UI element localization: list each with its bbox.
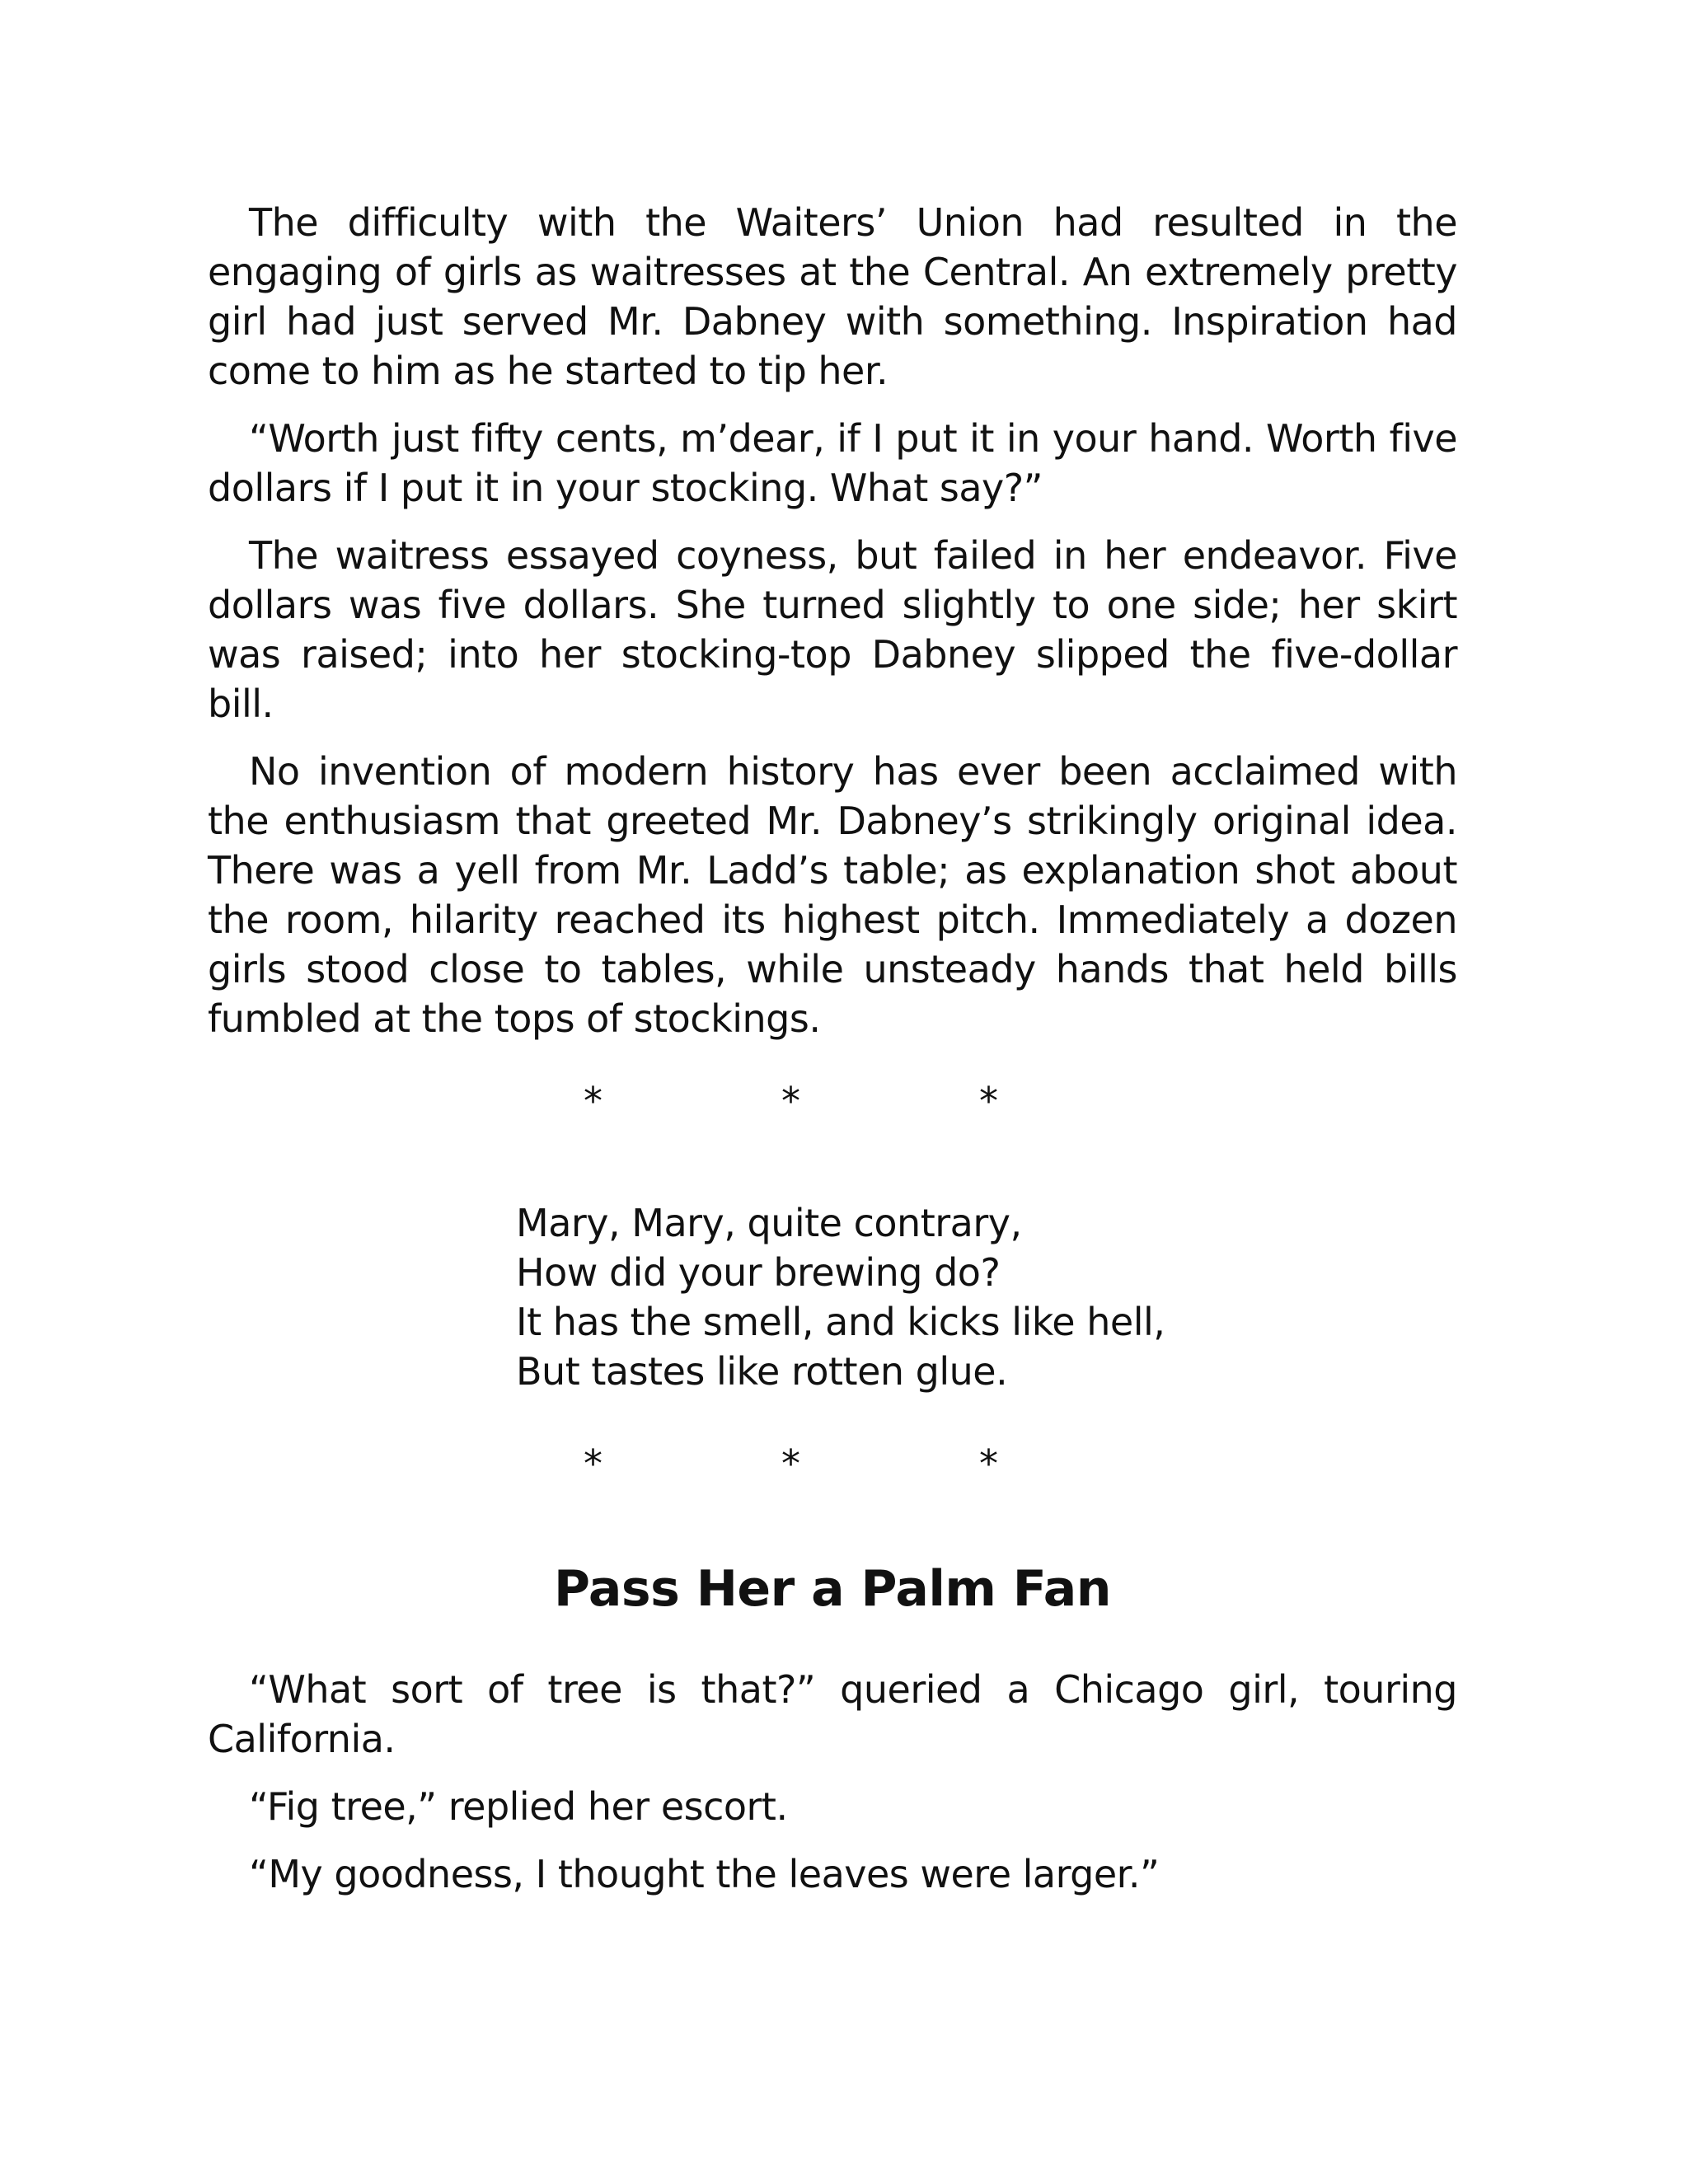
paragraph: The difficulty with the Waiters’ Union had resulted in the engaging of girls as waitresses at the Central. An extremely pretty girl had just served Mr. Dabney with something. Inspiration had come to him as he started to tip her. <box>208 200 1457 393</box>
poem-verse <box>516 1198 1457 1396</box>
separator-asterisk: * <box>979 1441 998 1486</box>
separator-asterisk: * <box>781 1441 800 1486</box>
section-heading: Pass Her a Palm Fan <box>554 1560 1111 1618</box>
paragraph: The waitress essayed coyness, but failed in her endeavor. Five dollars was five dollars. She turned slightly to one side; her skirt was raised; into her stocking-top Dabney slipped the five-dollar bill. <box>208 533 1457 726</box>
document-page <box>208 198 1457 1917</box>
separator-asterisk: * <box>584 1079 603 1123</box>
poem-line: But tastes like rotten glue. <box>516 1349 1008 1394</box>
paragraph: “Worth just fifty cents, m’dear, if I put it in your hand. Worth five dollars if I put it in your stocking. What say?” <box>208 416 1457 510</box>
poem-line: Mary, Mary, quite contrary, <box>516 1201 1022 1245</box>
paragraph: No invention of modern history has ever been acclaimed with the enthusiasm that greeted Mr. Dabney’s strikingly original idea. There was a yell from Mr. Ladd’s table; as explanation shot about the room, hilarity reached its highest pitch. Immediately a dozen girls stood close to tables, while unsteady hands that held bills fumbled at the tops of stockings. <box>208 749 1457 1041</box>
paragraph: “What sort of tree is that?” queried a Chicago girl, touring California. <box>208 1667 1457 1761</box>
separator-asterisk: * <box>781 1079 800 1123</box>
paragraph: “Fig tree,” replied her escort. <box>249 1784 788 1829</box>
section-separator <box>208 1439 1457 1488</box>
separator-asterisk: * <box>584 1441 603 1486</box>
paragraph: “My goodness, I thought the leaves were larger.” <box>249 1852 1160 1896</box>
section-separator <box>208 1076 1457 1126</box>
separator-asterisk: * <box>979 1079 998 1123</box>
poem-line: How did your brewing do? <box>516 1250 1001 1295</box>
poem-line: It has the smell, and kicks like hell, <box>516 1300 1165 1344</box>
